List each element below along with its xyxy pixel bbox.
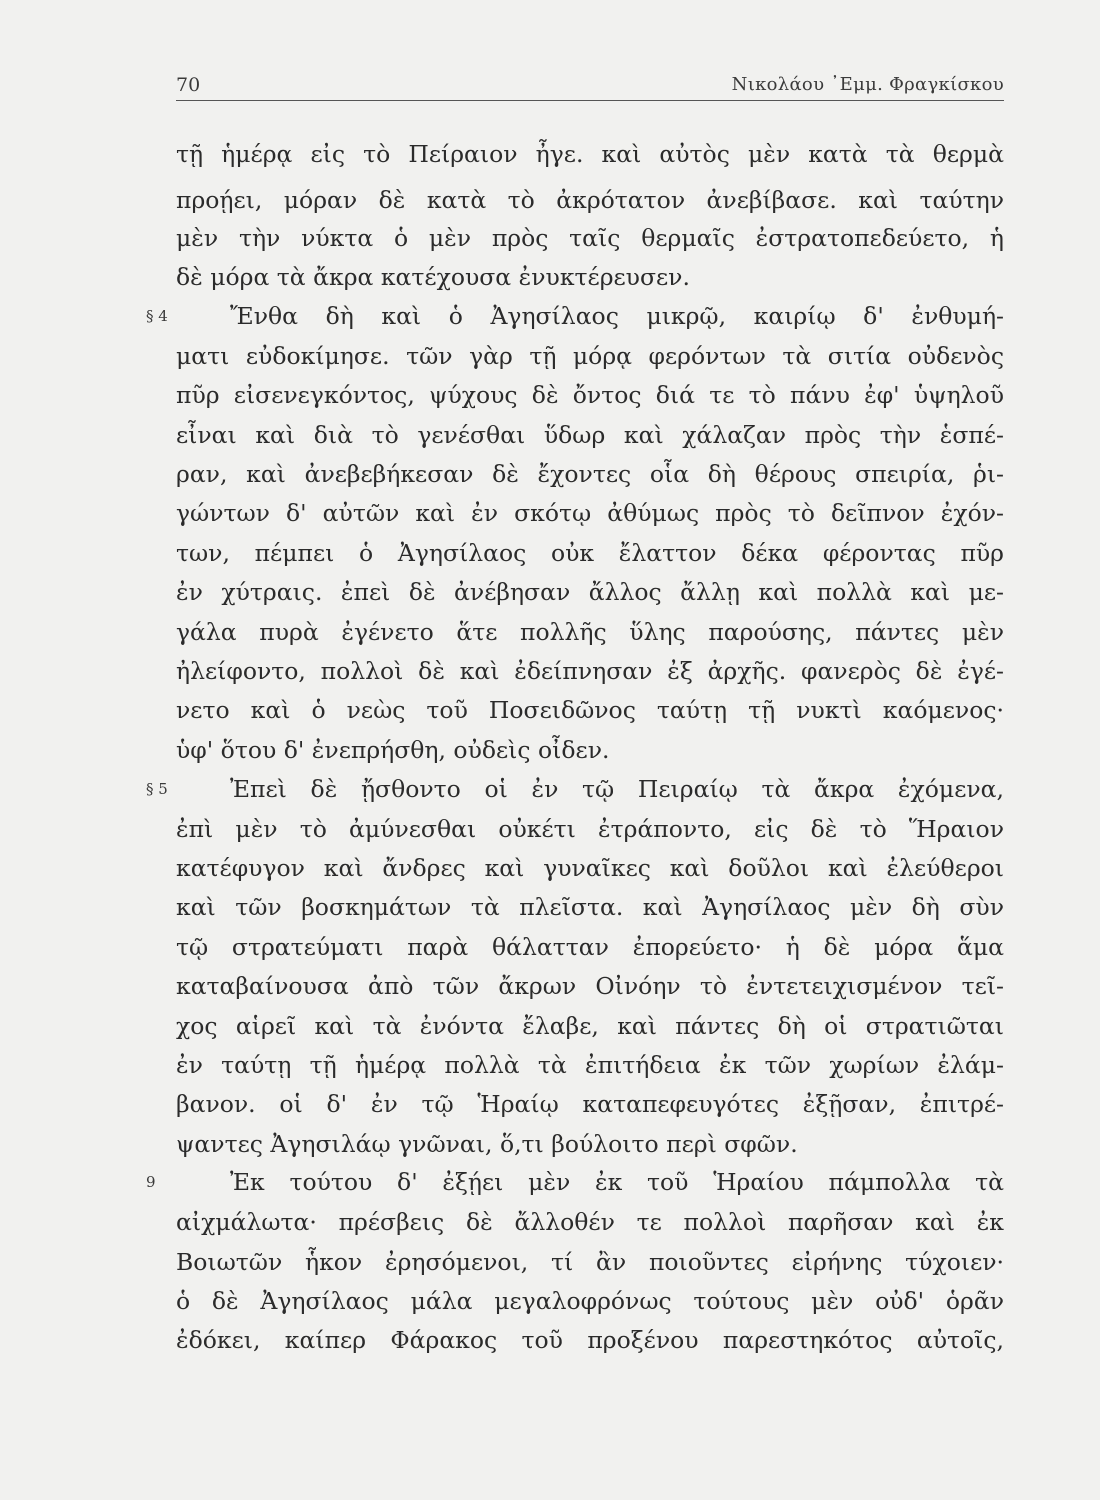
text-line: Βοιωτῶν ἧκον ἐρησόμενοι, τί ἂν ποιοῦντες εἰρήνης τύχοιεν· xyxy=(176,1248,1004,1276)
text-line: ἐδόκει, καίπερ Φάρακος τοῦ προξένου παρεστηκότος αὐτοῖς, xyxy=(176,1326,1004,1354)
text-line: ματι εὐδοκίμησε. τῶν γὰρ τῇ μόρᾳ φερόντων τὰ σιτία οὐδενὸς xyxy=(176,342,1004,370)
text-line: τῷ στρατεύματι παρὰ θάλατταν ἐπορεύετο· ἡ δὲ μόρα ἅμα xyxy=(176,933,1004,961)
text-line: ὁ δὲ Ἀγησίλαος μάλα μεγαλοφρόνως τούτους μὲν οὐδ' ὁρᾶν xyxy=(176,1287,1004,1315)
text-line: ψαντες Ἀγησιλάῳ γνῶναι, ὅ,τι βούλοιτο περὶ σφῶν. xyxy=(176,1130,798,1158)
text-line: Ἔνθα δὴ καὶ ὁ Ἀγησίλαος μικρῷ, καιρίῳ δ' ἐνθυμή- xyxy=(230,302,1004,330)
text-line: ἐπὶ μὲν τὸ ἀμύνεσθαι οὐκέτι ἐτράποντο, εἰς δὲ τὸ Ἥραιον xyxy=(176,815,1004,843)
text-line: ραν, καὶ ἀνεβεβήκεσαν δὲ ἔχοντες οἷα δὴ θέρους σπειρία, ῥι- xyxy=(176,460,1004,488)
text-line: ἠλείφοντο, πολλοὶ δὲ καὶ ἐδείπνησαν ἐξ ἀρχῆς. φανερὸς δὲ ἐγέ- xyxy=(176,657,1004,685)
text-line: αἰχμάλωτα· πρέσβεις δὲ ἄλλοθέν τε πολλοὶ παρῆσαν καὶ ἐκ xyxy=(176,1208,1004,1236)
text-line: καὶ τῶν βοσκημάτων τὰ πλεῖστα. καὶ Ἀγησίλαος μὲν δὴ σὺν xyxy=(176,893,1004,921)
section-marker: § 5 xyxy=(146,780,168,798)
text-line: εἶναι καὶ διὰ τὸ γενέσθαι ὕδωρ καὶ χάλαζαν πρὸς τὴν ἑσπέ- xyxy=(176,421,1004,449)
text-line: ἐν χύτραις. ἐπεὶ δὲ ἀνέβησαν ἄλλος ἄλλῃ καὶ πολλὰ καὶ με- xyxy=(176,578,1004,606)
text-line: ἐν ταύτῃ τῇ ἡμέρᾳ πολλὰ τὰ ἐπιτήδεια ἐκ τῶν χωρίων ἐλάμ- xyxy=(176,1051,1004,1079)
text-line: πῦρ εἰσενεγκόντος, ψύχους δὲ ὄντος διά τε τὸ πάνυ ἐφ' ὑψηλοῦ xyxy=(176,381,1004,409)
text-line: ὑφ' ὅτου δ' ἐνεπρήσθη, οὐδεὶς οἶδεν. xyxy=(176,736,610,764)
section-marker: 9 xyxy=(146,1173,156,1191)
text-line: Ἐπεὶ δὲ ᾔσθοντο οἱ ἐν τῷ Πειραίῳ τὰ ἄκρα ἐχόμενα, xyxy=(230,775,1004,803)
text-line: τῇ ἡμέρᾳ εἰς τὸ Πείραιον ἦγε. καὶ αὐτὸς μὲν κατὰ τὰ θερμὰ xyxy=(176,140,1004,168)
text-line: χος αἱρεῖ καὶ τὰ ἐνόντα ἔλαβε, καὶ πάντες δὴ οἱ στρατιῶται xyxy=(176,1012,1004,1040)
text-line: γώντων δ' αὐτῶν καὶ ἐν σκότῳ ἀθύμως πρὸς τὸ δεῖπνον ἐχόν- xyxy=(176,499,1004,527)
text-line: δὲ μόρα τὰ ἄκρα κατέχουσα ἐνυκτέρευσεν. xyxy=(176,263,690,291)
text-line: καταβαίνουσα ἀπὸ τῶν ἄκρων Οἰνόην τὸ ἐντετειχισμένον τεῖ- xyxy=(176,972,1004,1000)
text-line: μὲν τὴν νύκτα ὁ μὲν πρὸς ταῖς θερμαῖς ἐστρατοπεδεύετο, ἡ xyxy=(176,224,1004,252)
text-line: βανον. οἱ δ' ἐν τῷ Ἡραίῳ καταπεφευγότες ἐξῇσαν, ἐπιτρέ- xyxy=(176,1090,1004,1118)
text-line: κατέφυγον καὶ ἄνδρες καὶ γυναῖκες καὶ δοῦλοι καὶ ἐλεύθεροι xyxy=(176,854,1004,882)
running-head: Νικολάου ᾿Εμμ. Φραγκίσκου xyxy=(731,74,1004,95)
text-line: Ἐκ τούτου δ' ἐξῄει μὲν ἐκ τοῦ Ἡραίου πάμπολλα τὰ xyxy=(230,1168,1004,1196)
section-marker: § 4 xyxy=(146,307,168,325)
text-line: γάλα πυρὰ ἐγένετο ἅτε πολλῆς ὕλης παρούσης, πάντες μὲν xyxy=(176,618,1004,646)
text-line: των, πέμπει ὁ Ἀγησίλαος οὐκ ἔλαττον δέκα φέροντας πῦρ xyxy=(176,539,1004,567)
page-number: 70 xyxy=(176,74,201,96)
text-line: προῄει, μόραν δὲ κατὰ τὸ ἀκρότατον ἀνεβίβασε. καὶ ταύτην xyxy=(176,186,1004,214)
page-header xyxy=(176,74,1004,101)
text-line: νετο καὶ ὁ νεὼς τοῦ Ποσειδῶνος ταύτῃ τῇ νυκτὶ καόμενος· xyxy=(176,696,1004,724)
